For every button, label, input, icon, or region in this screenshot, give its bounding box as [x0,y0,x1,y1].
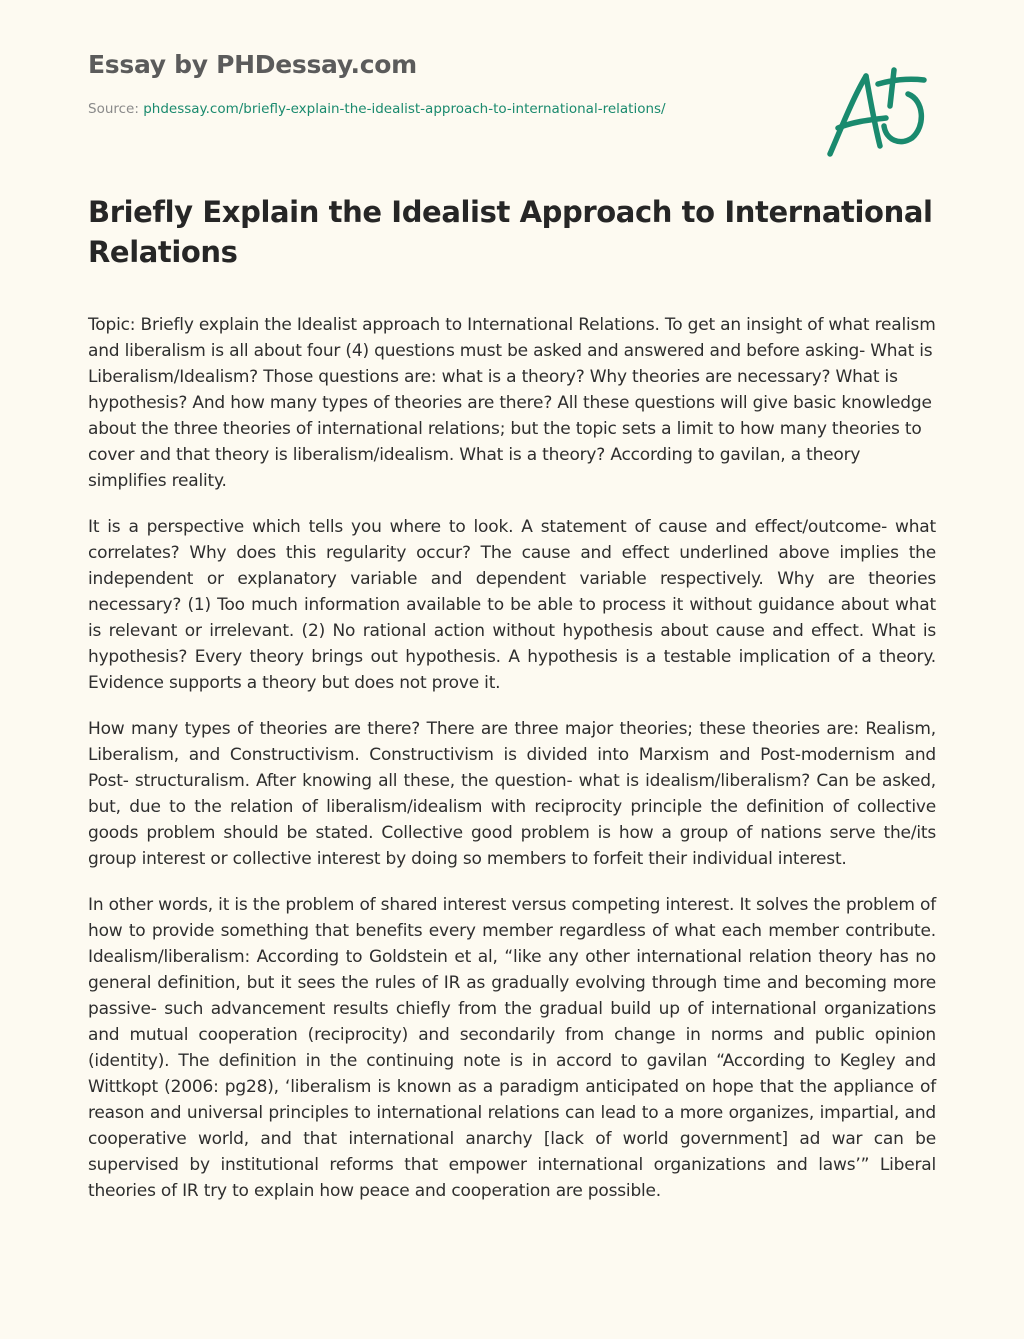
source-line [88,101,666,117]
a-plus-logo [820,64,932,164]
source-label: Source: [88,101,144,117]
essay-paragraph-4: In other words, it is the problem of shared interest versus competing interest. It solves the problem of how to provide something that benefits every member regardless of what each member contribute. Idealism/liberalism: According to Goldstein et al, “like any other international relation theory has no general definition, but it sees the rules of IR as gradually evolving through time and becoming more passive- such advancement results chiefly from the gradual build up of international organizations and mutual cooperation (reciprocity) and secondarily from change in norms and public opinion (identity). The definition in the continuing note is in accord to gavilan “According to Kegley and Wittkopt (2006: pg28), ‘liberalism is known as a paradigm anticipated on hope that the appliance of reason and universal principles to international relations can lead to a more organizes, impartial, and cooperative world, and that international anarchy [lack of world government] ad war can be supervised by institutional reforms that empower international organizations and laws’” Liberal theories of IR try to explain how peace and cooperation are possible. [88,895,936,1201]
essay-paragraph-2: It is a perspective which tells you where to look. A statement of cause and effect/outcome- what correlates? Why does this regularity occur? The cause and effect underlined above implies the independent or explanatory variable and dependent variable respectively. Why are theories necessary? (1) Too much information available to be able to process it without guidance about what is relevant or irrelevant. (2) No rational action without hypothesis about cause and effect. What is hypothesis? Every theory brings out hypothesis. A hypothesis is a testable implication of a theory. Evidence supports a theory but does not prove it. [88,517,936,693]
essay-paragraph-3: How many types of theories are there? There are three major theories; these theories are: Realism, Liberalism, and Constructivism. Constructivism is divided into Marxism and Post-modernism and Post- structuralism. After knowing all these, the question- what is idealism/liberalism? Can be asked, but, due to the relation of liberalism/idealism with reciprocity principle the definition of collective goods problem should be stated. Collective good problem is how a group of nations serve the/its group interest or collective interest by doing so members to forfeit their individual interest. [88,719,936,869]
essay-title: Briefly Explain the Idealist Approach to International Relations [88,195,933,269]
a-plus-logo-icon [820,64,932,164]
source-link[interactable]: phdessay.com/briefly-explain-the-idealist-approach-to-international-relations/ [143,101,666,117]
site-title: Essay by PHDessay.com [88,50,417,79]
essay-paragraph-1: Topic: Briefly explain the Idealist approach to International Relations. To get an insight of what realism and liberalism is all about four (4) questions must be asked and answered and before asking- What is Liberalism/Idealism? Those questions are: what is a theory? Why theories are necessary? What is hypothesis? And how many types of theories are there? All these questions will give basic knowledge about the three theories of international relations; but the topic sets a limit to how many theories to cover and that theory is liberalism/idealism. What is a theory? According to gavilan, a theory simplifies reality. [88,315,936,491]
essay-body [88,312,936,1224]
